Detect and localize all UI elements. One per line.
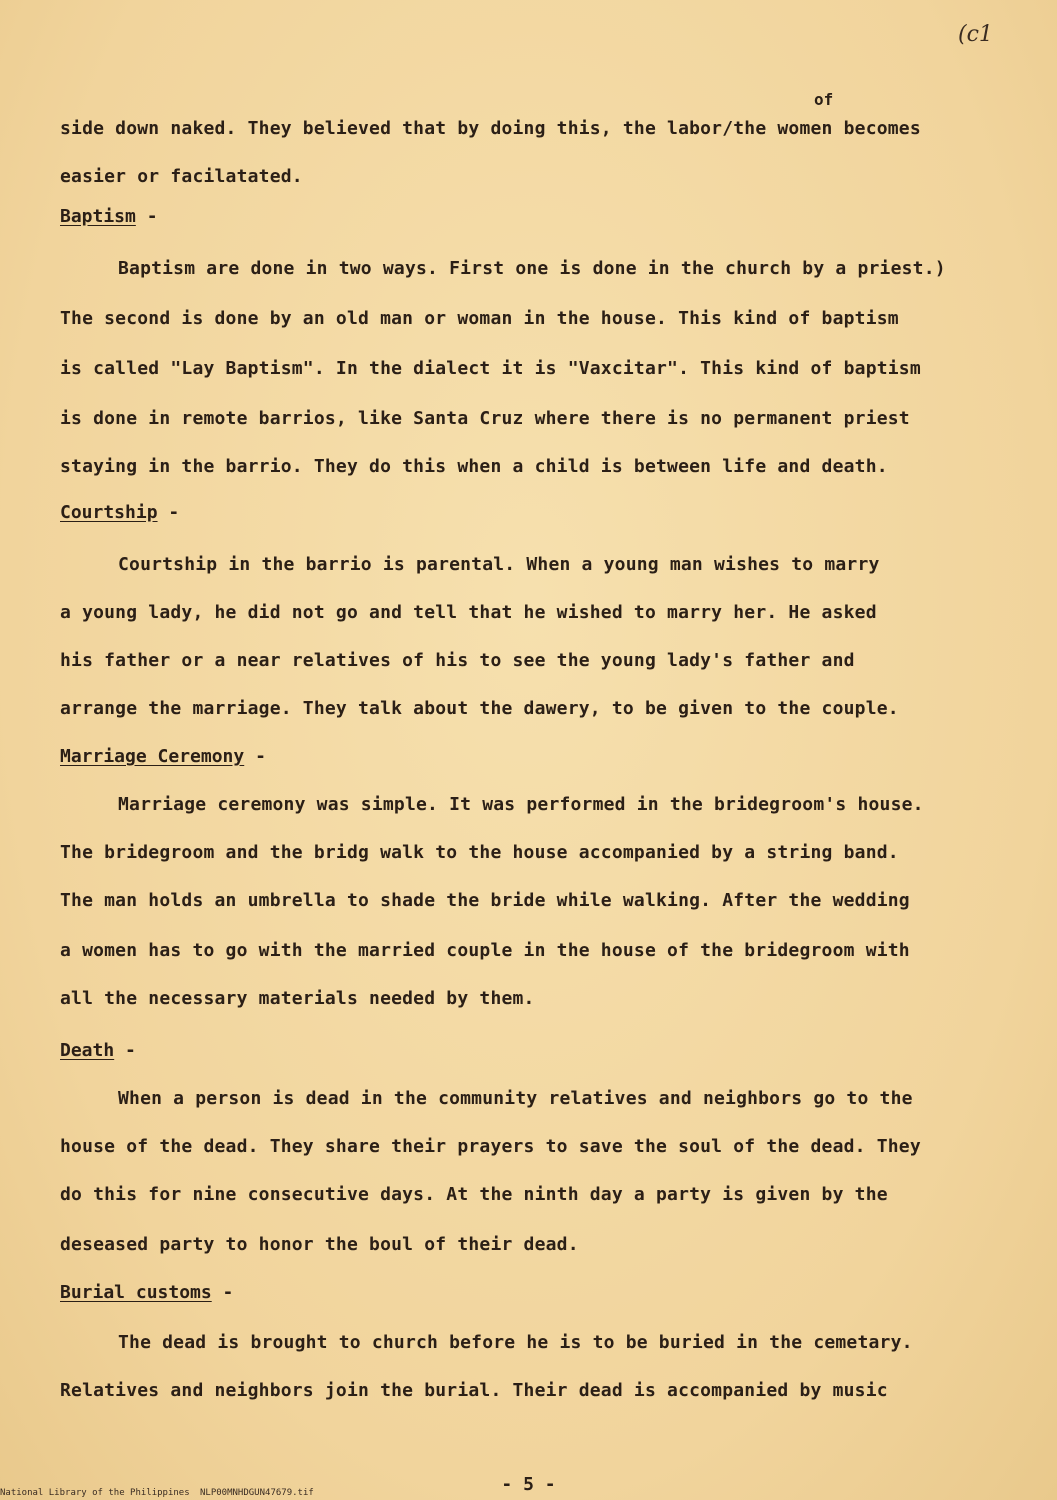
handwritten-insertion: of <box>814 90 834 109</box>
text-line: Courtship in the barrio is parental. When a young man wishes to marry <box>118 554 880 575</box>
section-heading-baptism <box>60 206 158 227</box>
heading-title: Marriage Ceremony <box>60 746 245 767</box>
text-line: his father or a near relatives of his to see the young lady's father and <box>60 650 855 671</box>
text-line: side down naked. They believed that by doing this, the labor/the women becomes <box>60 118 921 139</box>
heading-dash: - <box>135 206 158 227</box>
text-line: all the necessary materials needed by them. <box>60 988 535 1009</box>
text-line: Baptism are done in two ways. First one is done in the church by a priest.) <box>118 258 946 279</box>
footer-library-credit: National Library of the Philippines <box>0 1488 190 1498</box>
text-line: The bridegroom and the bridg walk to the house accompanied by a string band. <box>60 842 899 863</box>
text-line: Relatives and neighbors join the burial. Their dead is accompanied by music <box>60 1380 888 1401</box>
handwritten-corner-mark: (c1 <box>958 22 993 47</box>
text-line: The dead is brought to church before he is to be buried in the cemetary. <box>118 1332 913 1353</box>
heading-dash: - <box>157 502 180 523</box>
heading-title: Burial customs <box>60 1282 212 1303</box>
text-line: a young lady, he did not go and tell that he wished to marry her. He asked <box>60 602 877 623</box>
text-line: house of the dead. They share their prayers to save the soul of the dead. They <box>60 1136 921 1157</box>
text-line: Marriage ceremony was simple. It was performed in the bridegroom's house. <box>118 794 924 815</box>
heading-title: Baptism <box>60 206 136 227</box>
section-heading-marriage <box>60 746 266 767</box>
text-line: The man holds an umbrella to shade the bride while walking. After the wedding <box>60 890 910 911</box>
section-heading-death <box>60 1040 136 1061</box>
text-line: arrange the marriage. They talk about the dawery, to be given to the couple. <box>60 698 899 719</box>
page-number: - 5 - <box>501 1474 556 1495</box>
heading-title: Death <box>60 1040 115 1061</box>
heading-dash: - <box>114 1040 136 1061</box>
text-line: easier or facilatated. <box>60 166 303 187</box>
text-line: When a person is dead in the community relatives and neighbors go to the <box>118 1088 913 1109</box>
section-heading-courtship <box>60 502 179 523</box>
heading-title: Courtship <box>60 502 158 523</box>
text-line: deseased party to honor the boul of their dead. <box>60 1234 579 1255</box>
text-line: a women has to go with the married couple in the house of the bridegroom with <box>60 940 910 961</box>
text-line: do this for nine consecutive days. At the ninth day a party is given by the <box>60 1184 888 1205</box>
text-line: is called "Lay Baptism". In the dialect it is "Vaxcitar". This kind of baptism <box>60 358 921 379</box>
text-line: is done in remote barrios, like Santa Cruz where there is no permanent priest <box>60 408 910 429</box>
heading-dash: - <box>244 746 266 767</box>
footer-file-name: NLP00MNHDGUN47679.tif <box>200 1488 314 1498</box>
section-heading-burial <box>60 1282 233 1303</box>
text-line: staying in the barrio. They do this when a child is between life and death. <box>60 456 888 477</box>
text-line: The second is done by an old man or woman in the house. This kind of baptism <box>60 308 899 329</box>
heading-dash: - <box>211 1282 234 1303</box>
